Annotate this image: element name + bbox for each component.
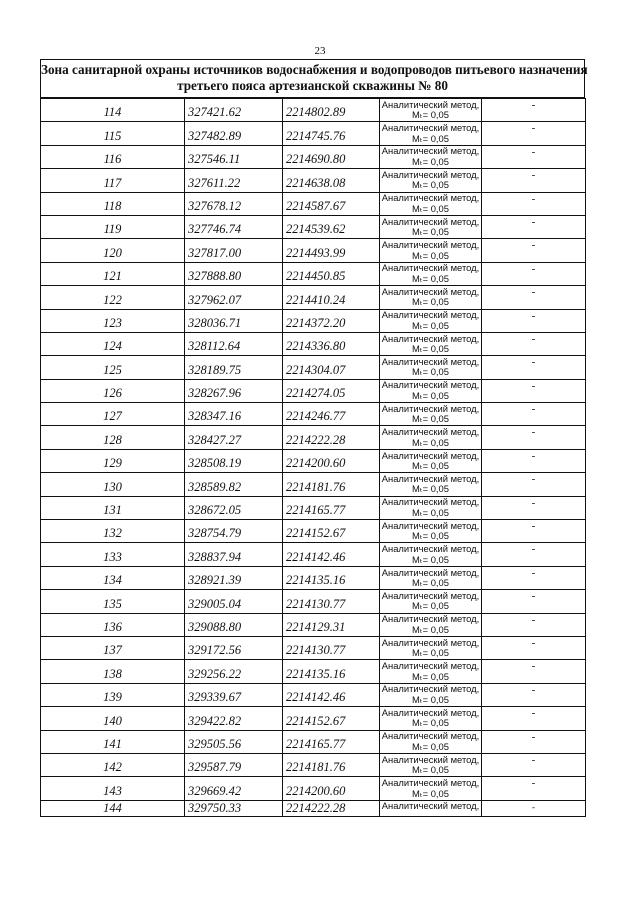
table-row <box>41 426 586 449</box>
coord-y: 2214450.85 <box>283 262 380 285</box>
point-number: 131 <box>41 496 185 519</box>
method-name: Аналитический метод, <box>381 332 480 344</box>
table-row <box>41 753 586 776</box>
coord-y: 2214152.67 <box>283 707 380 730</box>
coord-x: 328508.19 <box>185 449 283 472</box>
method-name: Аналитический метод, <box>381 753 480 765</box>
method-name: Аналитический метод, <box>381 402 480 414</box>
method-name: Аналитический метод, <box>381 426 480 438</box>
method-name: Аналитический метод, <box>381 262 480 274</box>
point-number: 121 <box>41 262 185 285</box>
coord-y: 2214142.46 <box>283 543 380 566</box>
point-number: 142 <box>41 753 185 776</box>
method-cell <box>380 356 482 379</box>
coord-x: 327962.07 <box>185 286 283 309</box>
dash-cell: - <box>482 309 586 332</box>
dash-cell: - <box>482 730 586 753</box>
dash-cell: - <box>482 356 586 379</box>
method-name: Аналитический метод, <box>381 472 480 484</box>
coord-y: 2214539.62 <box>283 215 380 238</box>
point-number: 125 <box>41 356 185 379</box>
coord-x: 329505.56 <box>185 730 283 753</box>
method-name: Аналитический метод, <box>381 777 480 789</box>
method-accuracy: Mₜ= 0,05 <box>412 693 449 705</box>
coordinates-table-body <box>41 99 586 817</box>
coord-x: 327546.11 <box>185 145 283 168</box>
method-accuracy: Mₜ= 0,05 <box>412 343 449 355</box>
coord-y: 2214274.05 <box>283 379 380 402</box>
dash-cell: - <box>482 449 586 472</box>
method-cell <box>380 566 482 589</box>
coord-x: 327888.80 <box>185 262 283 285</box>
coord-x: 327611.22 <box>185 169 283 192</box>
table-row <box>41 543 586 566</box>
coord-x: 327482.89 <box>185 122 283 145</box>
point-number: 120 <box>41 239 185 262</box>
coord-y: 2214336.80 <box>283 332 380 355</box>
method-accuracy: Mₜ= 0,05 <box>412 506 449 518</box>
method-accuracy: Mₜ= 0,05 <box>412 109 449 121</box>
method-cell <box>380 777 482 800</box>
method-name: Аналитический метод, <box>381 496 480 508</box>
point-number: 119 <box>41 215 185 238</box>
method-cell <box>380 122 482 145</box>
method-cell <box>380 169 482 192</box>
method-name: Аналитический метод, <box>381 543 480 555</box>
coord-x: 328347.16 <box>185 403 283 426</box>
dash-cell: - <box>482 99 586 122</box>
method-cell <box>380 613 482 636</box>
method-cell <box>380 192 482 215</box>
coord-x: 329256.22 <box>185 660 283 683</box>
point-number: 141 <box>41 730 185 753</box>
coord-x: 328921.39 <box>185 566 283 589</box>
dash-cell: - <box>482 800 586 816</box>
coord-y: 2214304.07 <box>283 356 380 379</box>
table-row <box>41 473 586 496</box>
method-accuracy: Mₜ= 0,05 <box>412 155 449 167</box>
method-cell <box>380 636 482 659</box>
dash-cell: - <box>482 473 586 496</box>
point-number: 140 <box>41 707 185 730</box>
coord-x: 327817.00 <box>185 239 283 262</box>
method-cell <box>380 683 482 706</box>
table-row <box>41 356 586 379</box>
point-number: 134 <box>41 566 185 589</box>
coord-y: 2214165.77 <box>283 730 380 753</box>
method-cell <box>380 660 482 683</box>
coord-y: 2214246.77 <box>283 403 380 426</box>
point-number: 130 <box>41 473 185 496</box>
table-row <box>41 636 586 659</box>
method-cell <box>380 379 482 402</box>
coord-x: 328589.82 <box>185 473 283 496</box>
method-name: Аналитический метод, <box>381 660 480 672</box>
method-accuracy: Mₜ= 0,05 <box>412 647 449 659</box>
dash-cell: - <box>482 590 586 613</box>
coord-y: 2214690.80 <box>283 145 380 168</box>
method-accuracy: Mₜ= 0,05 <box>412 319 449 331</box>
table-row <box>41 379 586 402</box>
method-name: Аналитический метод, <box>381 192 480 204</box>
method-cell <box>380 520 482 543</box>
coord-y: 2214493.99 <box>283 239 380 262</box>
method-accuracy: Mₜ= 0,05 <box>412 249 449 261</box>
coord-x: 329172.56 <box>185 636 283 659</box>
coord-y: 2214802.89 <box>283 99 380 122</box>
coordinates-table <box>40 98 586 817</box>
point-number: 127 <box>41 403 185 426</box>
method-name: Аналитический метод, <box>381 800 480 811</box>
method-accuracy: Mₜ= 0,05 <box>412 577 449 588</box>
method-accuracy: Mₜ= 0,05 <box>412 553 449 565</box>
table-row <box>41 590 586 613</box>
coord-y: 2214152.67 <box>283 520 380 543</box>
table-title <box>40 59 588 98</box>
coord-x: 327746.74 <box>185 215 283 238</box>
dash-cell: - <box>482 753 586 776</box>
coord-y: 2214638.08 <box>283 169 380 192</box>
table-row <box>41 707 586 730</box>
table-row <box>41 730 586 753</box>
point-number: 128 <box>41 426 185 449</box>
method-accuracy: Mₜ= 0,05 <box>412 764 449 776</box>
table-row <box>41 286 586 309</box>
method-accuracy: Mₜ= 0,05 <box>412 366 449 378</box>
method-cell <box>380 753 482 776</box>
coord-x: 329005.04 <box>185 590 283 613</box>
method-name: Аналитический метод, <box>381 98 480 110</box>
method-accuracy: Mₜ= 0,05 <box>412 787 449 799</box>
coord-y: 2214222.28 <box>283 426 380 449</box>
point-number: 143 <box>41 777 185 800</box>
dash-cell: - <box>482 660 586 683</box>
method-accuracy: Mₜ= 0,05 <box>412 132 449 144</box>
dash-cell: - <box>482 683 586 706</box>
table-row <box>41 777 586 800</box>
point-number: 137 <box>41 636 185 659</box>
point-number: 139 <box>41 683 185 706</box>
method-cell <box>380 99 482 122</box>
table-row <box>41 520 586 543</box>
dash-cell: - <box>482 566 586 589</box>
method-name: Аналитический метод, <box>381 449 480 461</box>
dash-cell: - <box>482 777 586 800</box>
dash-cell: - <box>482 145 586 168</box>
table-row <box>41 262 586 285</box>
method-cell <box>380 215 482 238</box>
table-row <box>41 215 586 238</box>
point-number: 132 <box>41 520 185 543</box>
coord-x: 327421.62 <box>185 99 283 122</box>
method-cell <box>380 543 482 566</box>
coord-x: 329750.33 <box>185 800 283 816</box>
dash-cell: - <box>482 613 586 636</box>
method-accuracy: Mₜ= 0,05 <box>412 296 449 308</box>
method-name: Аналитический метод, <box>381 239 480 251</box>
table-row <box>41 660 586 683</box>
dash-cell: - <box>482 636 586 659</box>
coord-x: 329422.82 <box>185 707 283 730</box>
method-name: Аналитический метод, <box>381 683 480 695</box>
coord-x: 328672.05 <box>185 496 283 519</box>
table-row <box>41 309 586 332</box>
table-row <box>41 566 586 589</box>
coord-y: 2214200.60 <box>283 449 380 472</box>
table-title-line2: третьего пояса артезианской скважины № 80 <box>177 78 448 93</box>
method-accuracy: Mₜ= 0,05 <box>412 179 449 191</box>
point-number: 144 <box>41 800 185 816</box>
coord-y: 2214410.24 <box>283 286 380 309</box>
method-name: Аналитический метод, <box>381 215 480 227</box>
coord-y: 2214587.67 <box>283 192 380 215</box>
method-cell <box>380 590 482 613</box>
dash-cell: - <box>482 496 586 519</box>
coord-x: 328036.71 <box>185 309 283 332</box>
method-name: Аналитический метод, <box>381 145 480 157</box>
coord-y: 2214142.46 <box>283 683 380 706</box>
method-accuracy: Mₜ= 0,05 <box>412 436 449 448</box>
method-accuracy: Mₜ= 0,05 <box>412 483 449 495</box>
method-cell <box>380 800 482 816</box>
method-name: Аналитический метод, <box>381 730 480 742</box>
method-accuracy: Mₜ= 0,05 <box>412 460 449 472</box>
point-number: 135 <box>41 590 185 613</box>
coord-y: 2214222.28 <box>283 800 380 816</box>
method-accuracy: Mₜ= 0,05 <box>412 623 449 635</box>
dash-cell: - <box>482 286 586 309</box>
method-name: Аналитический метод, <box>381 122 480 134</box>
table-row <box>41 99 586 122</box>
dash-cell: - <box>482 403 586 426</box>
coord-x: 328267.96 <box>185 379 283 402</box>
page-number: 23 <box>314 45 326 57</box>
method-cell <box>380 309 482 332</box>
coord-y: 2214745.76 <box>283 122 380 145</box>
method-accuracy: Mₜ= 0,05 <box>412 272 449 284</box>
coord-x: 329669.42 <box>185 777 283 800</box>
method-accuracy: Mₜ= 0,05 <box>412 389 449 401</box>
table-row <box>41 192 586 215</box>
method-cell <box>380 449 482 472</box>
table-row <box>41 683 586 706</box>
point-number: 122 <box>41 286 185 309</box>
point-number: 114 <box>41 99 185 122</box>
point-number: 123 <box>41 309 185 332</box>
point-number: 118 <box>41 192 185 215</box>
dash-cell: - <box>482 426 586 449</box>
method-accuracy: Mₜ= 0,05 <box>412 226 449 238</box>
coord-y: 2214200.60 <box>283 777 380 800</box>
coord-x: 328427.27 <box>185 426 283 449</box>
point-number: 138 <box>41 660 185 683</box>
dash-cell: - <box>482 262 586 285</box>
dash-cell: - <box>482 215 586 238</box>
method-name: Аналитический метод, <box>381 613 480 625</box>
dash-cell: - <box>482 239 586 262</box>
dash-cell: - <box>482 332 586 355</box>
method-cell <box>380 707 482 730</box>
method-cell <box>380 473 482 496</box>
method-cell <box>380 262 482 285</box>
method-name: Аналитический метод, <box>381 379 480 391</box>
method-accuracy: Mₜ= 0,05 <box>412 717 449 729</box>
table-row <box>41 169 586 192</box>
method-accuracy: Mₜ= 0,05 <box>412 413 449 425</box>
coord-x: 328754.79 <box>185 520 283 543</box>
dash-cell: - <box>482 122 586 145</box>
method-accuracy: Mₜ= 0,05 <box>412 202 449 214</box>
table-row <box>41 800 586 816</box>
method-cell <box>380 403 482 426</box>
table-row <box>41 145 586 168</box>
method-name: Аналитический метод, <box>381 706 480 718</box>
method-accuracy: Mₜ= 0,05 <box>412 670 449 682</box>
coord-y: 2214181.76 <box>283 473 380 496</box>
table-row <box>41 496 586 519</box>
method-accuracy: Mₜ= 0,05 <box>412 600 449 612</box>
method-accuracy: Mₜ= 0,05 <box>412 740 449 752</box>
method-name: Аналитический метод, <box>381 168 480 180</box>
coord-y: 2214181.76 <box>283 753 380 776</box>
method-name: Аналитический метод, <box>381 566 480 578</box>
coord-y: 2214135.16 <box>283 660 380 683</box>
method-cell <box>380 730 482 753</box>
method-cell <box>380 332 482 355</box>
coord-y: 2214130.77 <box>283 636 380 659</box>
table-row <box>41 122 586 145</box>
dash-cell: - <box>482 192 586 215</box>
coord-y: 2214129.31 <box>283 613 380 636</box>
point-number: 136 <box>41 613 185 636</box>
point-number: 126 <box>41 379 185 402</box>
dash-cell: - <box>482 379 586 402</box>
method-accuracy: Mₜ= 0,05 <box>412 530 449 542</box>
table-row <box>41 239 586 262</box>
table-row <box>41 403 586 426</box>
coord-x: 329088.80 <box>185 613 283 636</box>
coord-x: 328189.75 <box>185 356 283 379</box>
coord-y: 2214372.20 <box>283 309 380 332</box>
method-name: Аналитический метод, <box>381 355 480 367</box>
dash-cell: - <box>482 543 586 566</box>
dash-cell: - <box>482 520 586 543</box>
dash-cell: - <box>482 707 586 730</box>
method-cell <box>380 286 482 309</box>
point-number: 129 <box>41 449 185 472</box>
point-number: 124 <box>41 332 185 355</box>
coord-x: 329339.67 <box>185 683 283 706</box>
method-cell <box>380 239 482 262</box>
method-name: Аналитический метод, <box>381 589 480 601</box>
method-cell <box>380 426 482 449</box>
dash-cell: - <box>482 169 586 192</box>
coord-x: 329587.79 <box>185 753 283 776</box>
table-row <box>41 449 586 472</box>
coord-x: 327678.12 <box>185 192 283 215</box>
method-cell <box>380 145 482 168</box>
point-number: 117 <box>41 169 185 192</box>
coord-y: 2214130.77 <box>283 590 380 613</box>
coord-x: 328112.64 <box>185 332 283 355</box>
method-name: Аналитический метод, <box>381 285 480 297</box>
coord-y: 2214165.77 <box>283 496 380 519</box>
table-title-line1: Зона санитарной охраны источников водоснабжения и водопроводов питьевого назначения <box>41 62 588 77</box>
method-cell <box>380 496 482 519</box>
point-number: 115 <box>41 122 185 145</box>
coord-y: 2214135.16 <box>283 566 380 589</box>
point-number: 133 <box>41 543 185 566</box>
method-name: Аналитический метод, <box>381 309 480 321</box>
point-number: 116 <box>41 145 185 168</box>
table-row <box>41 613 586 636</box>
method-name: Аналитический метод, <box>381 519 480 531</box>
coord-x: 328837.94 <box>185 543 283 566</box>
method-name: Аналитический метод, <box>381 636 480 648</box>
table-row <box>41 332 586 355</box>
